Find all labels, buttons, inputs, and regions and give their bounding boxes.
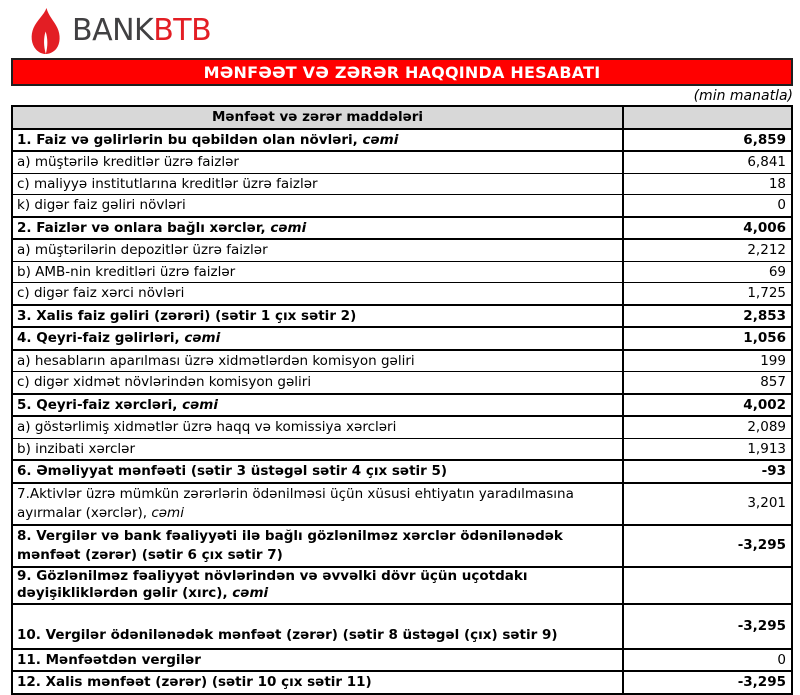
table-row xyxy=(13,568,791,605)
row-value: 6,859 xyxy=(622,130,791,151)
row-label xyxy=(13,568,622,603)
row-value: 2,212 xyxy=(622,240,791,261)
table-row xyxy=(13,130,791,153)
row-label xyxy=(13,372,622,393)
row-label-text: 6. Əməliyyat mənfəəti (sətir 3 üstəgəl sətir 4 çıx sətir 5) xyxy=(17,463,448,479)
table-row xyxy=(13,461,791,484)
logo-btb-word: BTB xyxy=(153,13,212,48)
row-label-text: 11. Mənfəətdən vergilər xyxy=(17,651,201,668)
table-row xyxy=(13,218,791,241)
row-label-text: a) müştərilə kreditlər üzrə faizlər xyxy=(17,154,239,170)
bank-logo xyxy=(30,7,800,55)
table-row xyxy=(13,351,791,373)
table-row xyxy=(13,439,791,462)
row-label xyxy=(13,672,622,693)
row-label-text: 9. Gözlənilməz fəaliyyət növlərindən və əvvəlki dövr üçün uçotdakı dəyişikliklərdən gəlir (xırc), xyxy=(17,567,528,601)
row-label xyxy=(13,283,622,304)
table-row xyxy=(13,174,791,196)
row-label xyxy=(13,218,622,239)
table-row xyxy=(13,605,791,650)
table-row xyxy=(13,328,791,351)
row-label-text: b) inzibati xərclər xyxy=(17,440,136,457)
row-value: -3,295 xyxy=(622,672,791,693)
row-value: 3,201 xyxy=(622,484,791,524)
row-label-text: c) digər faiz xərci növləri xyxy=(17,285,185,301)
table-body xyxy=(13,130,791,693)
row-label-text: 12. Xalis mənfəət (zərər) (sətir 10 çıx sətir 11) xyxy=(17,674,372,690)
row-label-text: 2. Faizlər və onlara bağlı xərclər, xyxy=(17,219,271,236)
row-label xyxy=(13,262,622,283)
row-value: -3,295 xyxy=(622,526,791,566)
row-label xyxy=(13,484,622,524)
unit-note: (min manatla) xyxy=(693,88,793,104)
row-value: 857 xyxy=(622,372,791,393)
row-value: 18 xyxy=(622,174,791,195)
row-label-italic-suffix: cəmi xyxy=(232,585,269,601)
row-label xyxy=(13,439,622,460)
row-label xyxy=(13,152,622,173)
row-label-italic-suffix: cəmi xyxy=(182,396,218,413)
row-value xyxy=(622,568,791,603)
table-row xyxy=(13,650,791,673)
row-value: 199 xyxy=(622,351,791,372)
table-row xyxy=(13,417,791,439)
row-value: 2,853 xyxy=(622,306,791,327)
row-label xyxy=(13,650,622,671)
row-label xyxy=(13,417,622,438)
row-label-italic-suffix: cəmi xyxy=(184,330,221,346)
row-label-italic-suffix: cəmi xyxy=(270,219,307,236)
row-label xyxy=(13,328,622,349)
row-value: 1,056 xyxy=(622,328,791,349)
row-value: 69 xyxy=(622,262,791,283)
row-value: 2,089 xyxy=(622,417,791,438)
row-label xyxy=(13,306,622,327)
row-label-text: 7.Aktivlər üzrə mümkün zərərlərin ödənilməsi üçün xüsusi ehtiyatın yaradılmasına ayırmalar (xərclər), xyxy=(17,485,574,521)
flame-icon xyxy=(30,8,61,54)
row-label-text: c) maliyyə institutlarına kreditlər üzrə faizlər xyxy=(17,175,318,192)
row-value: 6,841 xyxy=(622,152,791,173)
table-row xyxy=(13,395,791,418)
table-row xyxy=(13,195,791,218)
row-label-text: 5. Qeyri-faiz xərcləri, xyxy=(17,396,183,413)
row-value: 4,006 xyxy=(622,218,791,239)
row-value: 4,002 xyxy=(622,395,791,416)
row-label xyxy=(13,395,622,416)
table-row xyxy=(13,372,791,395)
row-value: 0 xyxy=(622,195,791,216)
row-label-italic-suffix: cəmi xyxy=(362,131,399,148)
table-header-value xyxy=(622,107,791,128)
row-label-text: c) digər xidmət növlərindən komisyon gəliri xyxy=(17,374,312,390)
row-label xyxy=(13,351,622,372)
table-row xyxy=(13,484,791,526)
row-label xyxy=(13,174,622,195)
table-row xyxy=(13,262,791,284)
table-row xyxy=(13,672,791,693)
row-label-text: 8. Vergilər və bank fəaliyyəti ilə bağlı gözlənilməz xərclər ödənilənədək mənfəət (zərər) (sətir 6 çıx sətir 7) xyxy=(17,527,563,563)
row-label-text: 3. Xalis faiz gəliri (zərəri) (sətir 1 çıx sətir 2) xyxy=(17,307,357,324)
row-value: -93 xyxy=(622,461,791,482)
report-title: MƏNFƏƏT VƏ ZƏRƏR HAQQINDA HESABATI xyxy=(203,62,601,82)
row-value: 1,913 xyxy=(622,439,791,460)
row-label-text: 10. Vergilər ödənilənədək mənfəət (zərər) (sətir 8 üstəgəl (çıx) sətir 9) xyxy=(17,627,558,643)
table-header-row xyxy=(13,107,791,130)
row-label-text: 1. Faiz və gəlirlərin bu qəbildən olan növləri, xyxy=(17,131,363,148)
row-value: 1,725 xyxy=(622,283,791,304)
row-label-text: a) hesabların aparılması üzrə xidmətlərdən komisyon gəliri xyxy=(17,352,415,369)
row-label xyxy=(13,605,622,648)
row-label xyxy=(13,461,622,482)
row-label-text: a) müştərilərin depozitlər üzrə faizlər xyxy=(17,242,268,258)
table-row xyxy=(13,152,791,174)
logo-bank-word: BANK xyxy=(72,13,154,48)
bank-logo-text xyxy=(72,8,211,54)
row-label-text: b) AMB-nin kreditləri üzrə faizlər xyxy=(17,263,236,280)
row-label-italic-suffix: cəmi xyxy=(151,505,184,521)
row-label-text: a) göstərlimiş xidmətlər üzrə haqq və komissiya xərcləri xyxy=(17,419,397,435)
row-value: -3,295 xyxy=(622,605,791,648)
pl-table xyxy=(11,105,793,695)
table-row xyxy=(13,240,791,262)
table-row xyxy=(13,306,791,329)
table-row xyxy=(13,283,791,306)
row-label-text: 4. Qeyri-faiz gəlirləri, xyxy=(17,330,185,346)
row-label xyxy=(13,130,622,151)
row-label xyxy=(13,195,622,216)
report-title-banner xyxy=(11,58,793,86)
row-value: 0 xyxy=(622,650,791,671)
table-header-label: Mənfəət və zərər maddələri xyxy=(211,109,424,125)
table-row xyxy=(13,526,791,568)
row-label-text: k) digər faiz gəliri növləri xyxy=(17,197,186,213)
row-label xyxy=(13,240,622,261)
row-label xyxy=(13,526,622,566)
